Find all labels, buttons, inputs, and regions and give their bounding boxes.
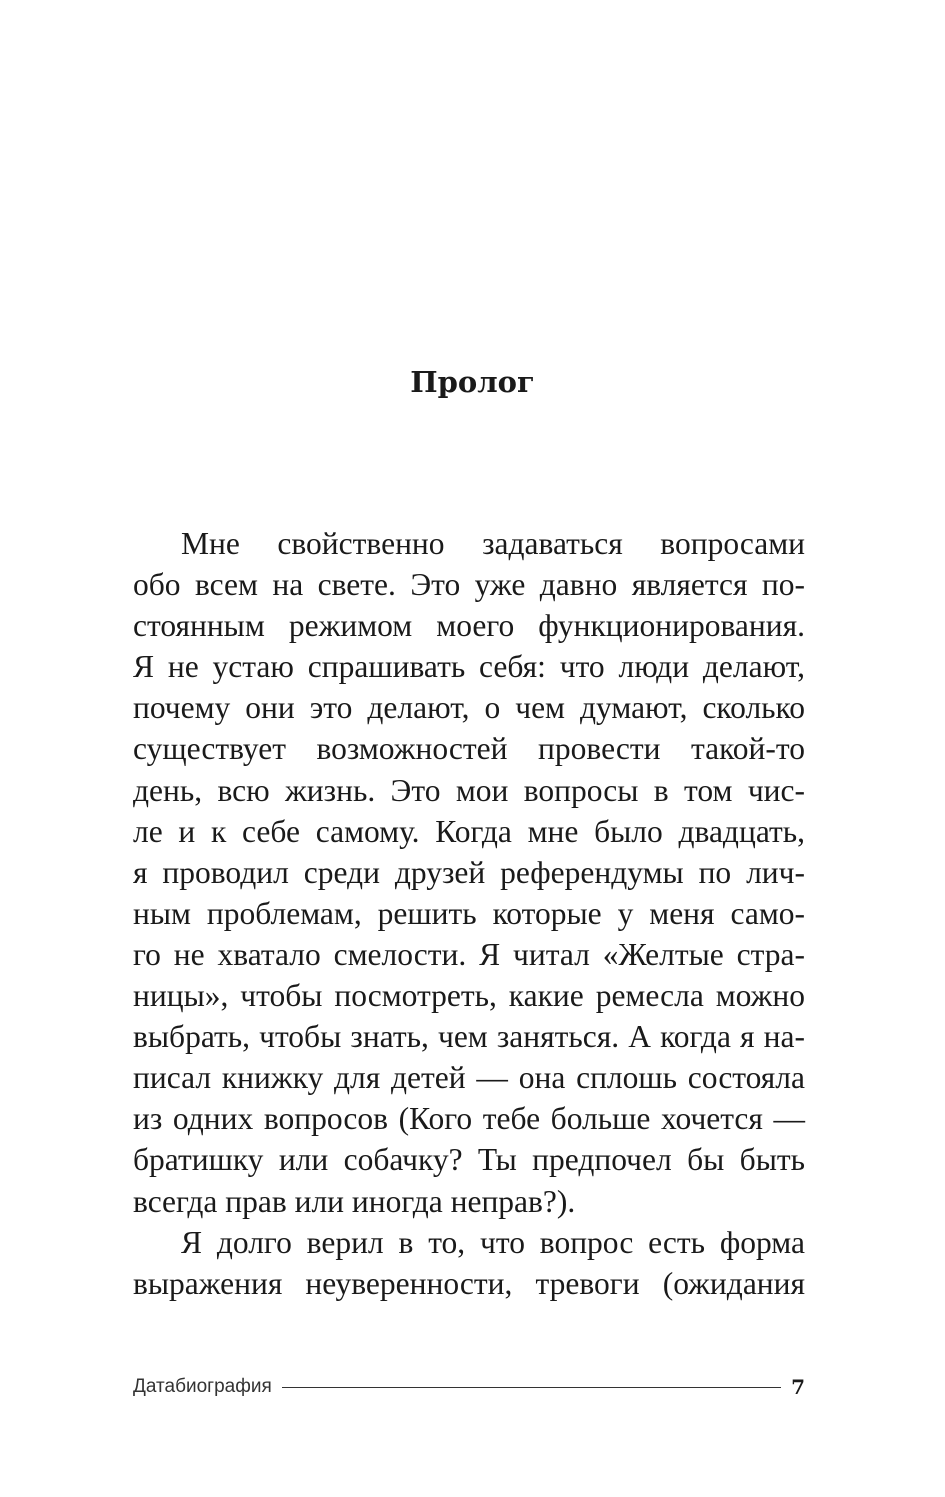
- text-line: существует возможностей провести такой-то: [133, 731, 805, 767]
- body-text: [133, 523, 805, 1304]
- chapter-title: Пролог: [410, 365, 535, 399]
- text-line: ницы», чтобы посмотреть, какие ремесла можно: [133, 978, 805, 1014]
- text-line: я проводил среди друзей референдумы по лич-: [133, 854, 805, 890]
- text-line: Я долго верил в то, что вопрос есть форма: [181, 1224, 805, 1260]
- page-footer: [133, 1372, 805, 1402]
- text-line: день, всю жизнь. Это мои вопросы в том чис-: [133, 772, 805, 808]
- text-line: из одних вопросов (Кого тебе больше хочется —: [133, 1101, 805, 1137]
- text-line: ным проблемам, решить которые у меня само-: [133, 895, 805, 931]
- text-line: Я не устаю спрашивать себя: что люди делают,: [133, 649, 805, 685]
- text-line: ле и к себе самому. Когда мне было двадцать,: [133, 813, 805, 849]
- text-line: всегда прав или иногда неправ?).: [133, 1183, 576, 1219]
- text-line: выражения неуверенности, тревоги (ожидания: [133, 1265, 805, 1301]
- text-line: братишку или собачку? Ты предпочел бы быть: [133, 1142, 805, 1178]
- text-line: стоянным режимом моего функционирования.: [133, 608, 805, 644]
- page-number: 7: [791, 1375, 805, 1399]
- text-line: го не хватало смелости. Я читал «Желтые стра-: [133, 936, 805, 972]
- text-line: обо всем на свете. Это уже давно является по-: [133, 567, 805, 603]
- running-footer-title: Датабиография: [133, 1376, 272, 1397]
- text-line: Мне свойственно задаваться вопросами: [181, 526, 805, 561]
- footer-rule: [282, 1387, 781, 1388]
- text-line: писал книжку для детей — она сплошь состояла: [133, 1060, 805, 1096]
- text-line: почему они это делают, о чем думают, сколько: [133, 690, 805, 726]
- text-line: выбрать, чтобы знать, чем заняться. А когда я на-: [133, 1019, 805, 1055]
